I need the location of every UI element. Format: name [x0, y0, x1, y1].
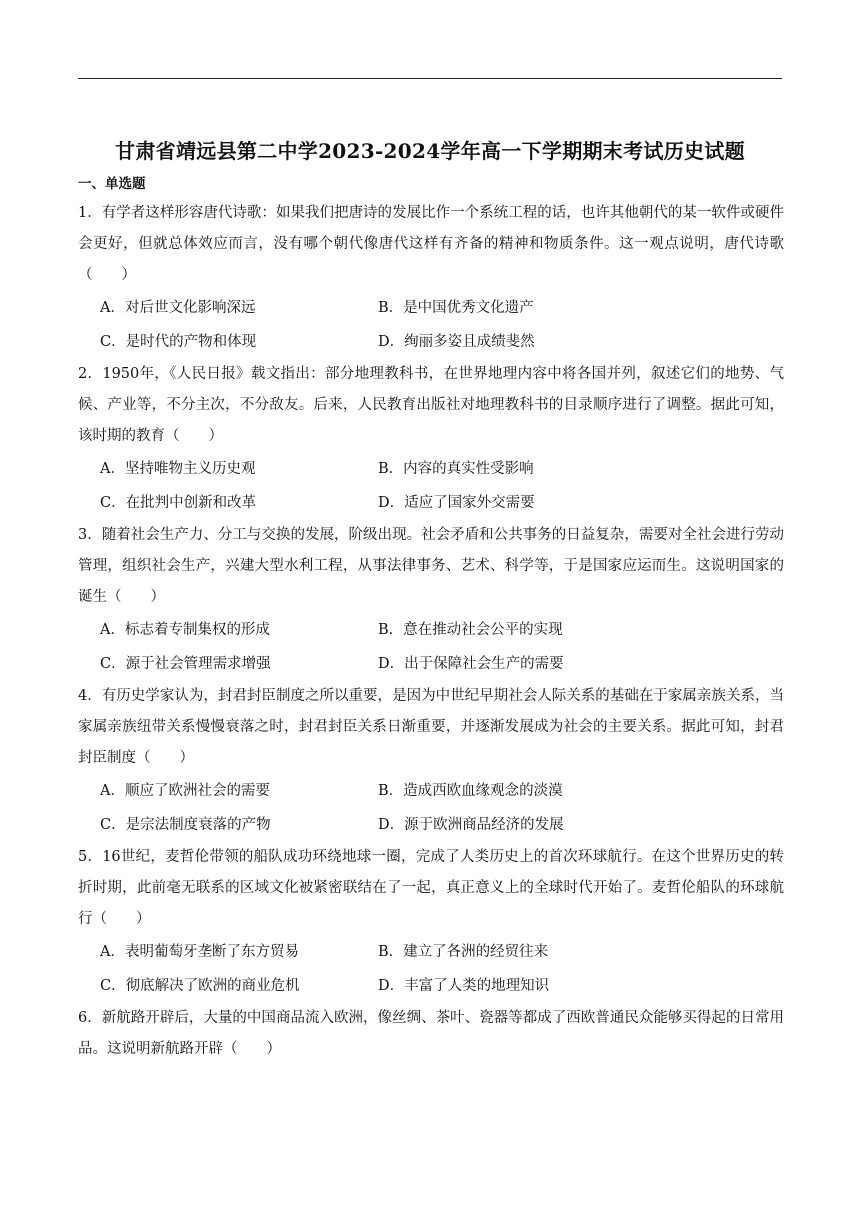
question-stem: 2．1950年，《人民日报》载文指出：部分地理教科书，在世界地理内容中将各国并列，叙述它们的地势、气候、产业等，不分主次，不分敌友。后来，人民教育出版社对地理教科书的目录顺序进行了调整。据此可知，该时期的教育（ ）	[78, 366, 784, 444]
question-3	[78, 520, 784, 681]
option-c: C．是时代的产物和体现	[100, 334, 257, 350]
option-grid	[78, 774, 784, 842]
exam-title: 甘肃省靖远县第二中学2023-2024学年高一下学期期末考试历史试题	[115, 139, 745, 163]
option-b: B．造成西欧血缘观念的淡漠	[378, 783, 563, 799]
option-grid	[78, 935, 784, 1003]
option-d: D．丰富了人类的地理知识	[378, 978, 550, 994]
question-list	[78, 198, 784, 1065]
option-b: B．内容的真实性受影响	[378, 461, 534, 477]
question-1	[78, 198, 784, 359]
question-5	[78, 842, 784, 1003]
option-c: C．彻底解决了欧洲的商业危机	[100, 978, 300, 994]
question-stem: 4．有历史学家认为，封君封臣制度之所以重要，是因为中世纪早期社会人际关系的基础在于家属亲族关系，当家属亲族纽带关系慢慢衰落之时，封君封臣关系日渐重要，并逐渐发展成为社会的主要关系。据此可知，封君封臣制度（ ）	[78, 688, 784, 766]
question-6	[78, 1003, 784, 1065]
question-stem: 5．16世纪，麦哲伦带领的船队成功环绕地球一圈，完成了人类历史上的首次环球航行。在这个世界历史的转折时期，此前毫无联系的区域文化被紧密联结在了一起，真正意义上的全球时代开始了。麦哲伦船队的环球航行（ ）	[78, 849, 784, 927]
option-d: D．绚丽多姿且成绩斐然	[378, 334, 535, 350]
question-2	[78, 359, 784, 520]
section-heading: 一、单选题	[78, 176, 146, 192]
question-stem: 1．有学者这样形容唐代诗歌：如果我们把唐诗的发展比作一个系统工程的话，也许其他朝代的某一软件或硬件会更好，但就总体效应而言，没有哪个朝代像唐代这样有齐备的精神和物质条件。这一观点说明，唐代诗歌（ ）	[78, 205, 784, 283]
option-c: C．在批判中创新和改革	[100, 495, 257, 511]
option-d: D．适应了国家外交需要	[378, 495, 535, 511]
option-grid	[78, 452, 784, 520]
option-a: A．坚持唯物主义历史观	[100, 461, 256, 477]
option-grid	[78, 613, 784, 681]
question-stem: 6．新航路开辟后，大量的中国商品流入欧洲，像丝绸、茶叶、瓷器等都成了西欧普通民众能够买得起的日常用品。这说明新航路开辟（ ）	[78, 1010, 784, 1057]
question-stem: 3．随着社会生产力、分工与交换的发展，阶级出现。社会矛盾和公共事务的日益复杂，需要对全社会进行劳动管理，组织社会生产，兴建大型水利工程，从事法律事务、艺术、科学等，于是国家应运而生。这说明国家的诞生（ ）	[78, 527, 784, 605]
option-a: A．标志着专制集权的形成	[100, 622, 270, 638]
option-grid	[78, 291, 784, 359]
option-b: B．意在推动社会公平的实现	[378, 622, 563, 638]
option-a: A．顺应了欧洲社会的需要	[100, 783, 270, 799]
option-c: C．源于社会管理需求增强	[100, 656, 271, 672]
question-4	[78, 681, 784, 842]
header-rule	[78, 78, 782, 79]
option-a: A．对后世文化影响深远	[100, 300, 256, 316]
option-c: C．是宗法制度衰落的产物	[100, 817, 271, 833]
option-d: D．出于保障社会生产的需要	[378, 656, 564, 672]
option-a: A．表明葡萄牙垄断了东方贸易	[100, 944, 299, 960]
option-d: D．源于欧洲商品经济的发展	[378, 817, 564, 833]
option-b: B．是中国优秀文化遗产	[378, 300, 534, 316]
option-b: B．建立了各洲的经贸往来	[378, 944, 549, 960]
